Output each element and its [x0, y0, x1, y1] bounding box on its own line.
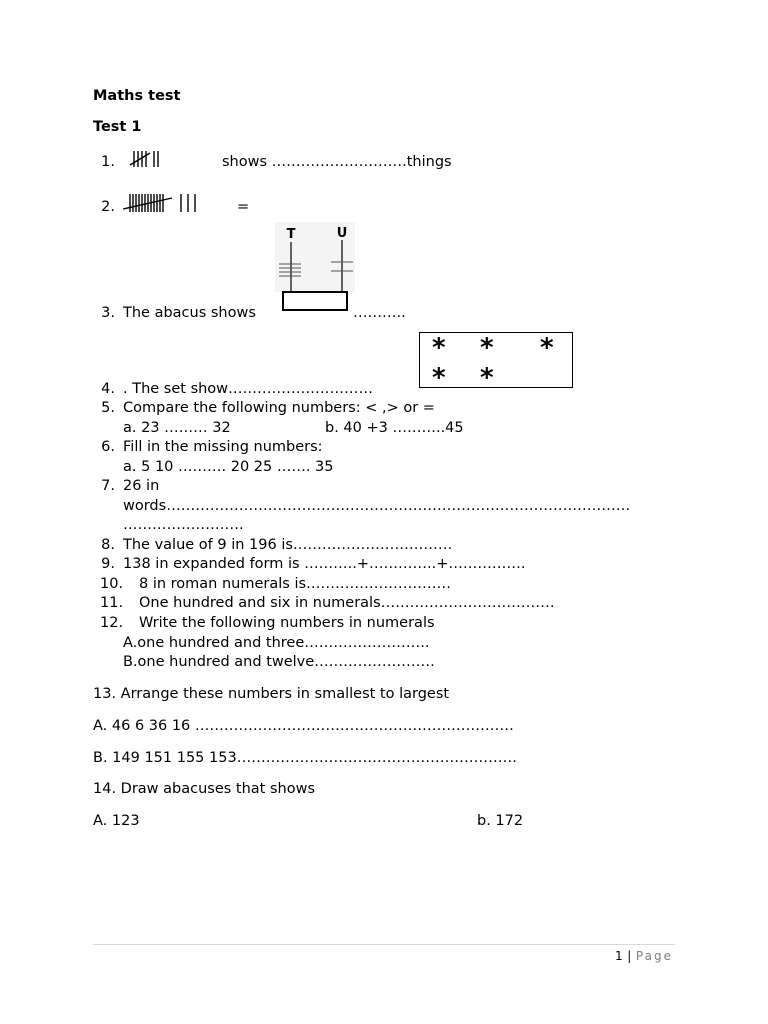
q5-part-a: a. 23 ……… 32: [123, 420, 231, 436]
page-label: Page: [635, 949, 673, 963]
q13-part-b: B. 149 151 155 153………………………………………………….: [93, 750, 517, 766]
test-heading: Test 1: [93, 119, 142, 135]
q9-text: 138 in expanded form is ………..+…………..+…………….: [123, 556, 526, 572]
q12-part-b: B.one hundred and twelve…………………….: [123, 654, 435, 670]
page-title: Maths test: [93, 88, 181, 104]
q9-number: 9.: [101, 556, 115, 572]
star-icon: *: [480, 363, 494, 393]
q1-text: shows ……………………….things: [222, 154, 452, 170]
q11-number: 11.: [100, 595, 124, 611]
q13-part-a: A. 46 6 36 16 …………………………………………………………: [93, 718, 514, 734]
q7-line2: words……………………………………………………………………………………: [123, 498, 631, 514]
q14-text: 14. Draw abacuses that shows: [93, 781, 316, 797]
footer-divider: [93, 944, 675, 945]
q8-text: The value of 9 in 196 is……………………………: [123, 537, 453, 553]
q10-text: 8 in roman numerals is…………………………: [139, 576, 452, 592]
q4-text: . The set show…………………………: [123, 381, 374, 397]
q12-part-a: A.one hundred and three……………………..: [123, 635, 430, 651]
q14-part-b: b. 172: [477, 813, 524, 829]
q7-line1: 26 in: [123, 478, 160, 494]
q5-part-b: b. 40 +3 ………..45: [325, 420, 464, 436]
abacus-label-tens: T: [286, 227, 296, 242]
star-icon: *: [540, 333, 554, 363]
q3-text: The abacus shows: [123, 305, 256, 321]
page-separator: |: [627, 949, 632, 963]
q6-part-a: a. 5 10 ………. 20 25 ……. 35: [123, 459, 334, 475]
q12-text: Write the following numbers in numerals: [139, 615, 435, 631]
q6-text: Fill in the missing numbers:: [123, 439, 323, 455]
q7-number: 7.: [101, 478, 115, 494]
tally-marks-icon: [122, 192, 202, 216]
q5-text: Compare the following numbers: < ,> or =: [123, 400, 435, 416]
q3-answer-blank: ………..: [353, 305, 406, 321]
star-icon: *: [480, 333, 494, 363]
q2-number: 2.: [101, 199, 115, 215]
q7-line3: …………………….: [123, 517, 244, 533]
q11-text: One hundred and six in numerals………………………………: [139, 595, 555, 611]
q3-number: 3.: [101, 305, 115, 321]
q12-number: 12.: [100, 615, 124, 631]
q8-number: 8.: [101, 537, 115, 553]
q10-number: 10.: [100, 576, 124, 592]
q5-number: 5.: [101, 400, 115, 416]
page-footer: [615, 947, 673, 965]
q1-number: 1.: [101, 154, 115, 170]
abacus-label-units: U: [336, 226, 348, 241]
star-set-box: [419, 332, 573, 393]
tally-marks-icon: [128, 148, 168, 170]
page-number: 1: [615, 949, 623, 963]
q14-part-a: A. 123: [93, 813, 140, 829]
q2-equals: =: [237, 199, 250, 215]
q4-number: 4.: [101, 381, 115, 397]
star-icon: *: [432, 333, 446, 363]
abacus-figure: [275, 222, 355, 312]
q6-number: 6.: [101, 439, 115, 455]
q13-text: 13. Arrange these numbers in smallest to largest: [93, 686, 450, 702]
star-icon: *: [432, 363, 446, 393]
abacus-base: [283, 292, 347, 310]
